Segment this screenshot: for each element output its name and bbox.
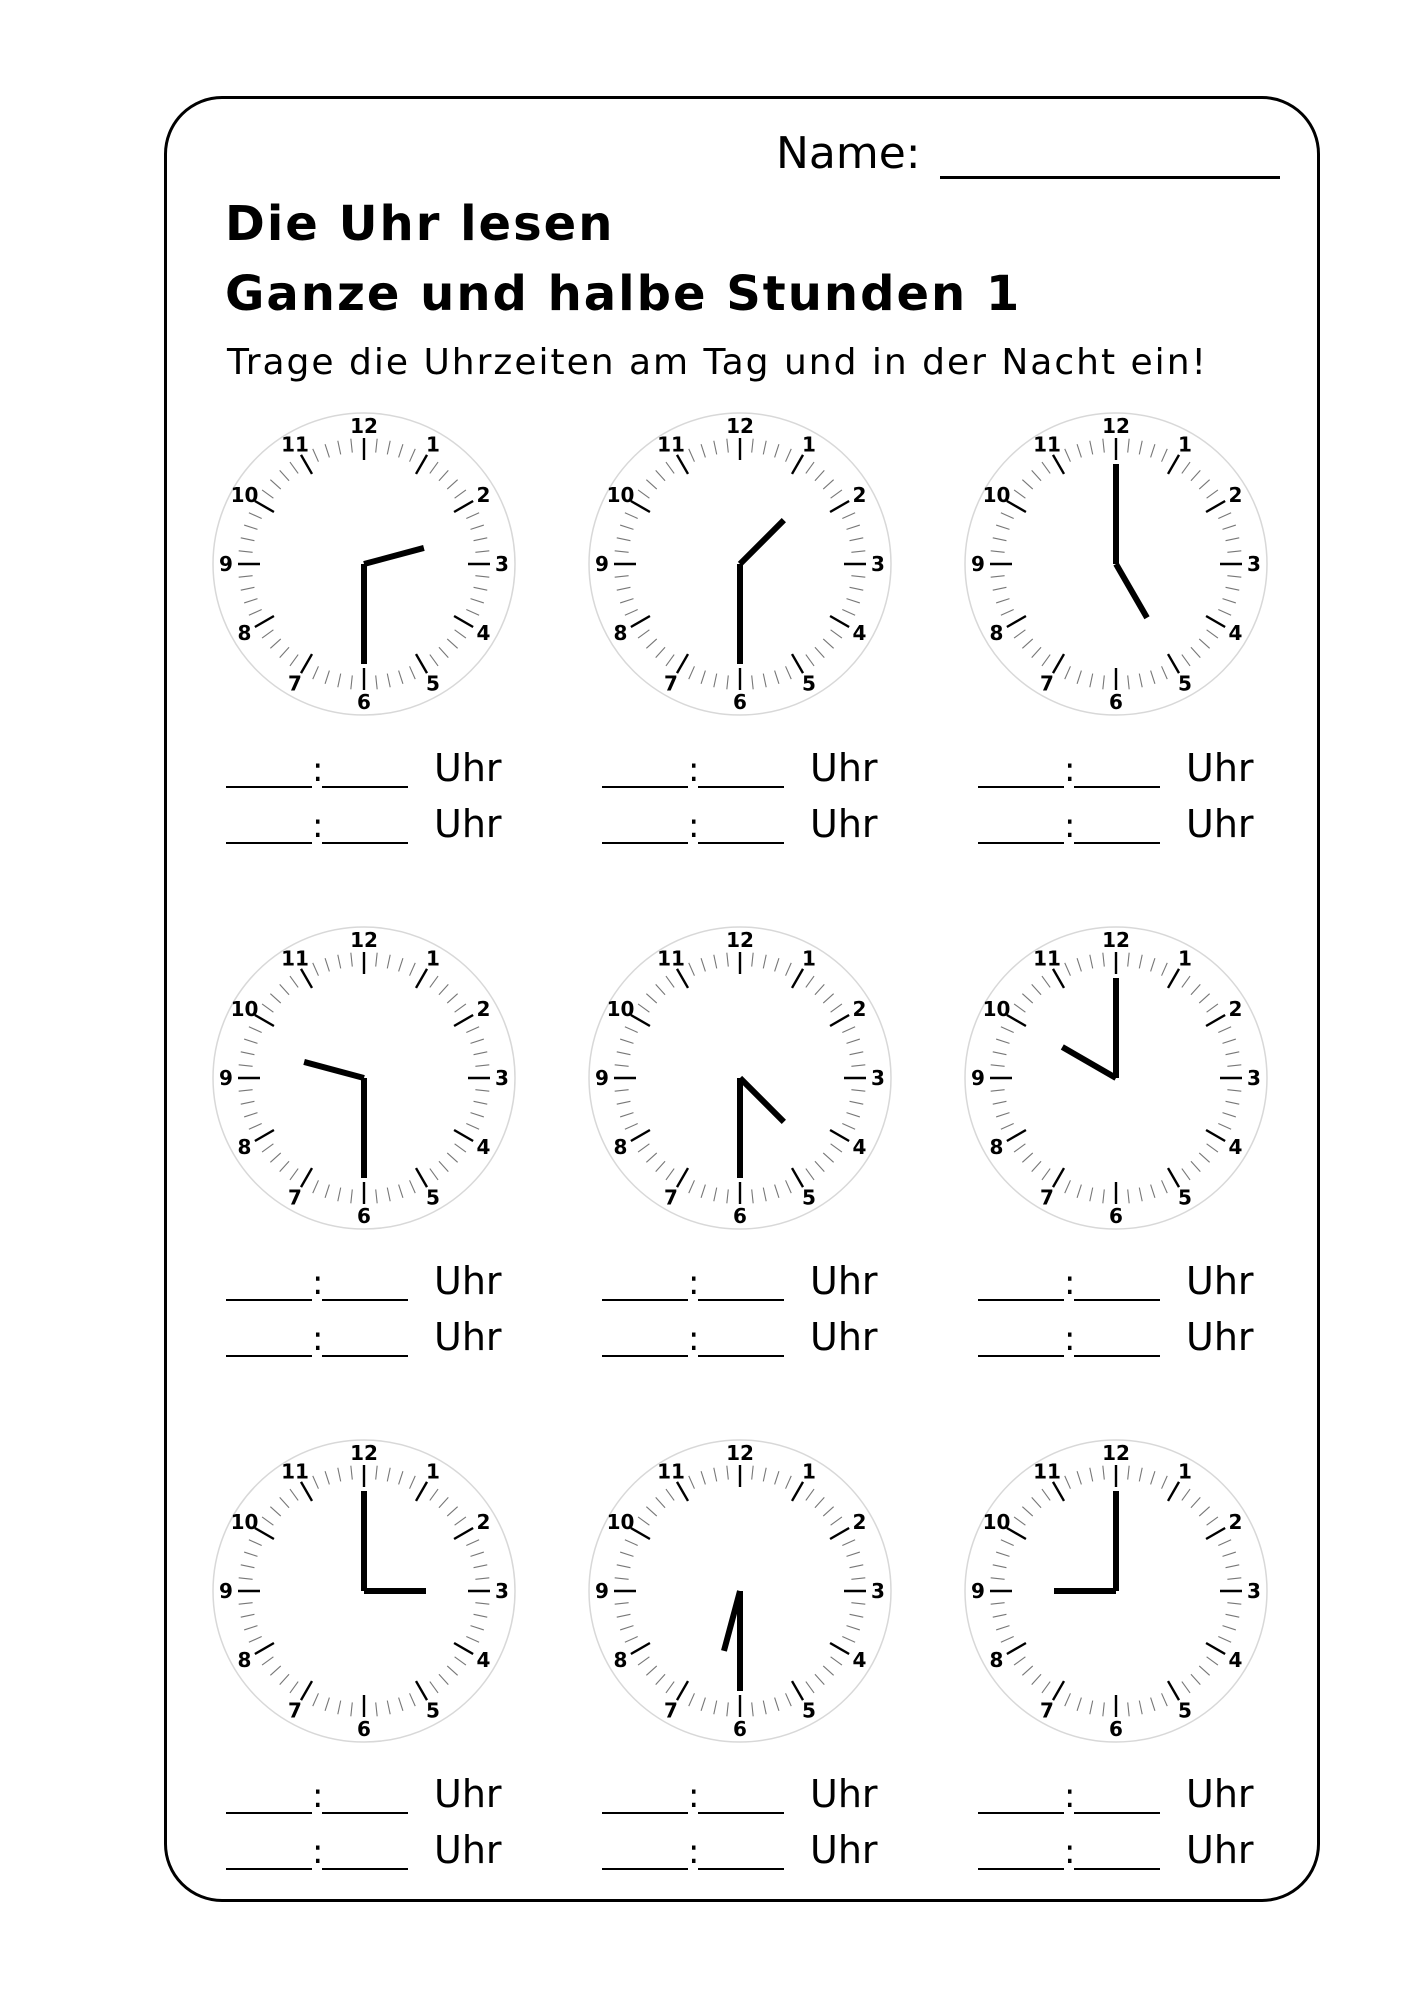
minute-blank[interactable] bbox=[322, 1355, 408, 1357]
dial-number: 7 bbox=[288, 1185, 302, 1210]
clock-face bbox=[209, 923, 519, 1233]
dial-number: 8 bbox=[989, 1648, 1004, 1672]
dial-number: 4 bbox=[476, 1135, 491, 1159]
dial-number: 5 bbox=[802, 1698, 816, 1723]
uhr-label: Uhr bbox=[810, 1772, 878, 1816]
uhr-label: Uhr bbox=[434, 802, 502, 846]
hour-blank[interactable] bbox=[602, 842, 688, 844]
worksheet-title: Die Uhr lesen bbox=[225, 196, 615, 252]
dial-number: 7 bbox=[664, 1185, 678, 1210]
answer-row-night bbox=[226, 1828, 526, 1874]
hour-blank[interactable] bbox=[602, 786, 688, 788]
uhr-label: Uhr bbox=[1186, 746, 1254, 790]
dial-number: 12 bbox=[1102, 414, 1130, 438]
answer-row-day bbox=[602, 1259, 902, 1305]
dial-number: 9 bbox=[219, 1066, 233, 1090]
dial-number: 11 bbox=[1033, 1459, 1061, 1484]
minute-blank[interactable] bbox=[698, 1355, 784, 1357]
answer-row-day bbox=[226, 1259, 526, 1305]
dial-number: 3 bbox=[495, 1066, 509, 1090]
dial-number: 11 bbox=[1033, 432, 1061, 457]
instruction-text: Trage die Uhrzeiten am Tag und in der Nacht ein! bbox=[227, 342, 1208, 383]
hour-blank[interactable] bbox=[978, 786, 1064, 788]
dial-number: 8 bbox=[237, 1648, 252, 1672]
answer-row-day bbox=[226, 746, 526, 792]
dial-number: 10 bbox=[982, 1510, 1011, 1534]
clock-face bbox=[209, 1436, 519, 1746]
dial-number: 6 bbox=[357, 1717, 371, 1741]
hour-blank[interactable] bbox=[978, 1299, 1064, 1301]
name-label: Name: bbox=[776, 128, 921, 179]
dial-number: 3 bbox=[1247, 1579, 1261, 1603]
clock-dial bbox=[585, 923, 895, 1233]
uhr-label: Uhr bbox=[810, 802, 878, 846]
dial-number: 12 bbox=[726, 414, 754, 438]
hour-blank[interactable] bbox=[226, 786, 312, 788]
uhr-label: Uhr bbox=[1186, 1772, 1254, 1816]
time-colon: : bbox=[688, 1776, 700, 1816]
clock-dial bbox=[961, 923, 1271, 1233]
minute-blank[interactable] bbox=[1074, 1868, 1160, 1870]
hour-blank[interactable] bbox=[978, 1812, 1064, 1814]
hour-blank[interactable] bbox=[226, 1812, 312, 1814]
minute-blank[interactable] bbox=[698, 786, 784, 788]
dial-number: 8 bbox=[613, 1648, 628, 1672]
dial-number: 10 bbox=[982, 997, 1011, 1021]
dial-number: 8 bbox=[237, 1135, 252, 1159]
dial-number: 9 bbox=[219, 1579, 233, 1603]
time-colon: : bbox=[1064, 1776, 1076, 1816]
dial-number: 3 bbox=[1247, 552, 1261, 576]
dial-number: 4 bbox=[1228, 1135, 1243, 1159]
minute-blank[interactable] bbox=[322, 1868, 408, 1870]
dial-number: 11 bbox=[281, 432, 309, 457]
answer-row-day bbox=[978, 1772, 1278, 1818]
dial-number: 10 bbox=[230, 483, 259, 507]
minute-blank[interactable] bbox=[1074, 1812, 1160, 1814]
dial-number: 3 bbox=[495, 1579, 509, 1603]
dial-number: 7 bbox=[1040, 1185, 1054, 1210]
time-colon: : bbox=[312, 750, 324, 790]
uhr-label: Uhr bbox=[434, 1259, 502, 1303]
hour-blank[interactable] bbox=[602, 1812, 688, 1814]
dial-number: 10 bbox=[606, 1510, 635, 1534]
dial-number: 5 bbox=[802, 671, 816, 696]
dial-number: 3 bbox=[871, 1579, 885, 1603]
dial-number: 6 bbox=[733, 690, 747, 714]
time-colon: : bbox=[312, 1263, 324, 1303]
clock-dial bbox=[961, 409, 1271, 719]
time-colon: : bbox=[688, 806, 700, 846]
dial-number: 6 bbox=[357, 690, 371, 714]
dial-number: 7 bbox=[1040, 1698, 1054, 1723]
time-colon: : bbox=[1064, 1832, 1076, 1872]
dial-number: 2 bbox=[852, 483, 867, 507]
dial-number: 7 bbox=[664, 671, 678, 696]
dial-number: 9 bbox=[219, 552, 233, 576]
uhr-label: Uhr bbox=[810, 1828, 878, 1872]
dial-number: 1 bbox=[802, 432, 816, 457]
time-colon: : bbox=[1064, 750, 1076, 790]
dial-number: 6 bbox=[357, 1204, 371, 1228]
dial-number: 9 bbox=[971, 552, 985, 576]
hour-blank[interactable] bbox=[602, 1868, 688, 1870]
dial-number: 11 bbox=[1033, 946, 1061, 971]
dial-number: 11 bbox=[657, 432, 685, 457]
dial-number: 1 bbox=[1178, 946, 1192, 971]
minute-blank[interactable] bbox=[698, 842, 784, 844]
hour-blank[interactable] bbox=[226, 842, 312, 844]
clock-face bbox=[961, 409, 1271, 719]
minute-blank[interactable] bbox=[322, 1812, 408, 1814]
minute-blank[interactable] bbox=[1074, 1299, 1160, 1301]
worksheet-subtitle: Ganze und halbe Stunden 1 bbox=[225, 266, 1022, 322]
dial-number: 8 bbox=[989, 1135, 1004, 1159]
dial-number: 12 bbox=[726, 928, 754, 952]
dial-number: 12 bbox=[350, 1441, 378, 1465]
answer-row-day bbox=[978, 746, 1278, 792]
dial-number: 9 bbox=[595, 1579, 609, 1603]
hour-blank[interactable] bbox=[978, 842, 1064, 844]
dial-number: 1 bbox=[802, 946, 816, 971]
uhr-label: Uhr bbox=[434, 1772, 502, 1816]
hour-blank[interactable] bbox=[602, 1355, 688, 1357]
uhr-label: Uhr bbox=[1186, 1315, 1254, 1359]
uhr-label: Uhr bbox=[810, 746, 878, 790]
answer-row-night bbox=[602, 1315, 902, 1361]
dial-number: 11 bbox=[281, 946, 309, 971]
dial-number: 4 bbox=[1228, 621, 1243, 645]
time-colon: : bbox=[312, 1832, 324, 1872]
dial-number: 3 bbox=[495, 552, 509, 576]
dial-number: 12 bbox=[1102, 928, 1130, 952]
dial-number: 10 bbox=[982, 483, 1011, 507]
answer-row-day bbox=[226, 1772, 526, 1818]
dial-number: 10 bbox=[230, 997, 259, 1021]
dial-number: 12 bbox=[726, 1441, 754, 1465]
uhr-label: Uhr bbox=[810, 1315, 878, 1359]
dial-number: 9 bbox=[595, 552, 609, 576]
dial-number: 8 bbox=[613, 621, 628, 645]
dial-number: 6 bbox=[733, 1717, 747, 1741]
dial-number: 3 bbox=[871, 552, 885, 576]
clock-face bbox=[585, 923, 895, 1233]
answer-row-night bbox=[226, 802, 526, 848]
dial-number: 9 bbox=[595, 1066, 609, 1090]
dial-number: 6 bbox=[733, 1204, 747, 1228]
dial-number: 8 bbox=[989, 621, 1004, 645]
answer-row-night bbox=[602, 802, 902, 848]
dial-number: 5 bbox=[426, 1698, 440, 1723]
dial-number: 3 bbox=[871, 1066, 885, 1090]
answer-row-night bbox=[978, 802, 1278, 848]
dial-number: 11 bbox=[657, 1459, 685, 1484]
dial-number: 9 bbox=[971, 1579, 985, 1603]
minute-blank[interactable] bbox=[698, 1812, 784, 1814]
answer-row-day bbox=[602, 746, 902, 792]
uhr-label: Uhr bbox=[810, 1259, 878, 1303]
dial-number: 11 bbox=[281, 1459, 309, 1484]
dial-number: 7 bbox=[288, 1698, 302, 1723]
answer-row-night bbox=[602, 1828, 902, 1874]
time-colon: : bbox=[1064, 806, 1076, 846]
clock-face bbox=[209, 409, 519, 719]
dial-number: 4 bbox=[852, 1648, 867, 1672]
dial-number: 7 bbox=[288, 671, 302, 696]
minute-blank[interactable] bbox=[698, 1299, 784, 1301]
time-colon: : bbox=[312, 1776, 324, 1816]
clock-face bbox=[961, 1436, 1271, 1746]
minute-blank[interactable] bbox=[1074, 842, 1160, 844]
clock-dial bbox=[585, 409, 895, 719]
clock-face bbox=[585, 1436, 895, 1746]
dial-number: 10 bbox=[230, 1510, 259, 1534]
time-colon: : bbox=[688, 1319, 700, 1359]
answer-row-night bbox=[226, 1315, 526, 1361]
name-row bbox=[776, 128, 1286, 188]
answer-row-day bbox=[602, 1772, 902, 1818]
dial-number: 2 bbox=[476, 1510, 491, 1534]
minute-blank[interactable] bbox=[322, 842, 408, 844]
hour-blank[interactable] bbox=[226, 1868, 312, 1870]
clock-face bbox=[961, 923, 1271, 1233]
dial-number: 4 bbox=[852, 621, 867, 645]
dial-number: 1 bbox=[426, 1459, 440, 1484]
answer-row-night bbox=[978, 1828, 1278, 1874]
dial-number: 12 bbox=[350, 414, 378, 438]
time-colon: : bbox=[688, 750, 700, 790]
hour-blank[interactable] bbox=[602, 1299, 688, 1301]
time-colon: : bbox=[1064, 1263, 1076, 1303]
time-colon: : bbox=[688, 1263, 700, 1303]
uhr-label: Uhr bbox=[1186, 1828, 1254, 1872]
uhr-label: Uhr bbox=[1186, 802, 1254, 846]
dial-number: 5 bbox=[426, 671, 440, 696]
time-colon: : bbox=[312, 806, 324, 846]
dial-number: 2 bbox=[1228, 1510, 1243, 1534]
dial-number: 5 bbox=[802, 1185, 816, 1210]
uhr-label: Uhr bbox=[1186, 1259, 1254, 1303]
uhr-label: Uhr bbox=[434, 1828, 502, 1872]
clock-dial bbox=[209, 409, 519, 719]
dial-number: 12 bbox=[1102, 1441, 1130, 1465]
dial-number: 2 bbox=[1228, 997, 1243, 1021]
dial-number: 10 bbox=[606, 483, 635, 507]
clock-dial bbox=[961, 1436, 1271, 1746]
dial-number: 2 bbox=[852, 997, 867, 1021]
dial-number: 4 bbox=[1228, 1648, 1243, 1672]
answer-row-day bbox=[978, 1259, 1278, 1305]
time-colon: : bbox=[312, 1319, 324, 1359]
dial-number: 7 bbox=[1040, 671, 1054, 696]
dial-number: 4 bbox=[476, 621, 491, 645]
dial-number: 4 bbox=[476, 1648, 491, 1672]
dial-number: 10 bbox=[606, 997, 635, 1021]
dial-number: 1 bbox=[426, 432, 440, 457]
dial-number: 6 bbox=[1109, 1204, 1123, 1228]
dial-number: 9 bbox=[971, 1066, 985, 1090]
time-colon: : bbox=[1064, 1319, 1076, 1359]
dial-number: 5 bbox=[1178, 671, 1192, 696]
dial-number: 1 bbox=[802, 1459, 816, 1484]
hour-blank[interactable] bbox=[978, 1868, 1064, 1870]
minute-blank[interactable] bbox=[698, 1868, 784, 1870]
dial-number: 2 bbox=[476, 997, 491, 1021]
clock-dial bbox=[209, 1436, 519, 1746]
clock-face bbox=[585, 409, 895, 719]
dial-number: 4 bbox=[852, 1135, 867, 1159]
hour-blank[interactable] bbox=[226, 1355, 312, 1357]
clock-dial bbox=[209, 923, 519, 1233]
clock-dial bbox=[585, 1436, 895, 1746]
minute-blank[interactable] bbox=[1074, 1355, 1160, 1357]
dial-number: 2 bbox=[476, 483, 491, 507]
dial-number: 8 bbox=[237, 621, 252, 645]
uhr-label: Uhr bbox=[434, 1315, 502, 1359]
answer-row-night bbox=[978, 1315, 1278, 1361]
dial-number: 8 bbox=[613, 1135, 628, 1159]
minute-blank[interactable] bbox=[1074, 786, 1160, 788]
dial-number: 1 bbox=[426, 946, 440, 971]
minute-blank[interactable] bbox=[322, 1299, 408, 1301]
dial-number: 2 bbox=[1228, 483, 1243, 507]
uhr-label: Uhr bbox=[434, 746, 502, 790]
hour-blank[interactable] bbox=[978, 1355, 1064, 1357]
dial-number: 12 bbox=[350, 928, 378, 952]
dial-number: 6 bbox=[1109, 690, 1123, 714]
hour-blank[interactable] bbox=[226, 1299, 312, 1301]
dial-number: 1 bbox=[1178, 1459, 1192, 1484]
minute-blank[interactable] bbox=[322, 786, 408, 788]
dial-number: 2 bbox=[852, 1510, 867, 1534]
time-colon: : bbox=[688, 1832, 700, 1872]
name-field[interactable] bbox=[940, 176, 1280, 179]
dial-number: 11 bbox=[657, 946, 685, 971]
dial-number: 5 bbox=[1178, 1185, 1192, 1210]
dial-number: 7 bbox=[664, 1698, 678, 1723]
dial-number: 3 bbox=[1247, 1066, 1261, 1090]
dial-number: 5 bbox=[1178, 1698, 1192, 1723]
dial-number: 6 bbox=[1109, 1717, 1123, 1741]
dial-number: 1 bbox=[1178, 432, 1192, 457]
dial-number: 5 bbox=[426, 1185, 440, 1210]
